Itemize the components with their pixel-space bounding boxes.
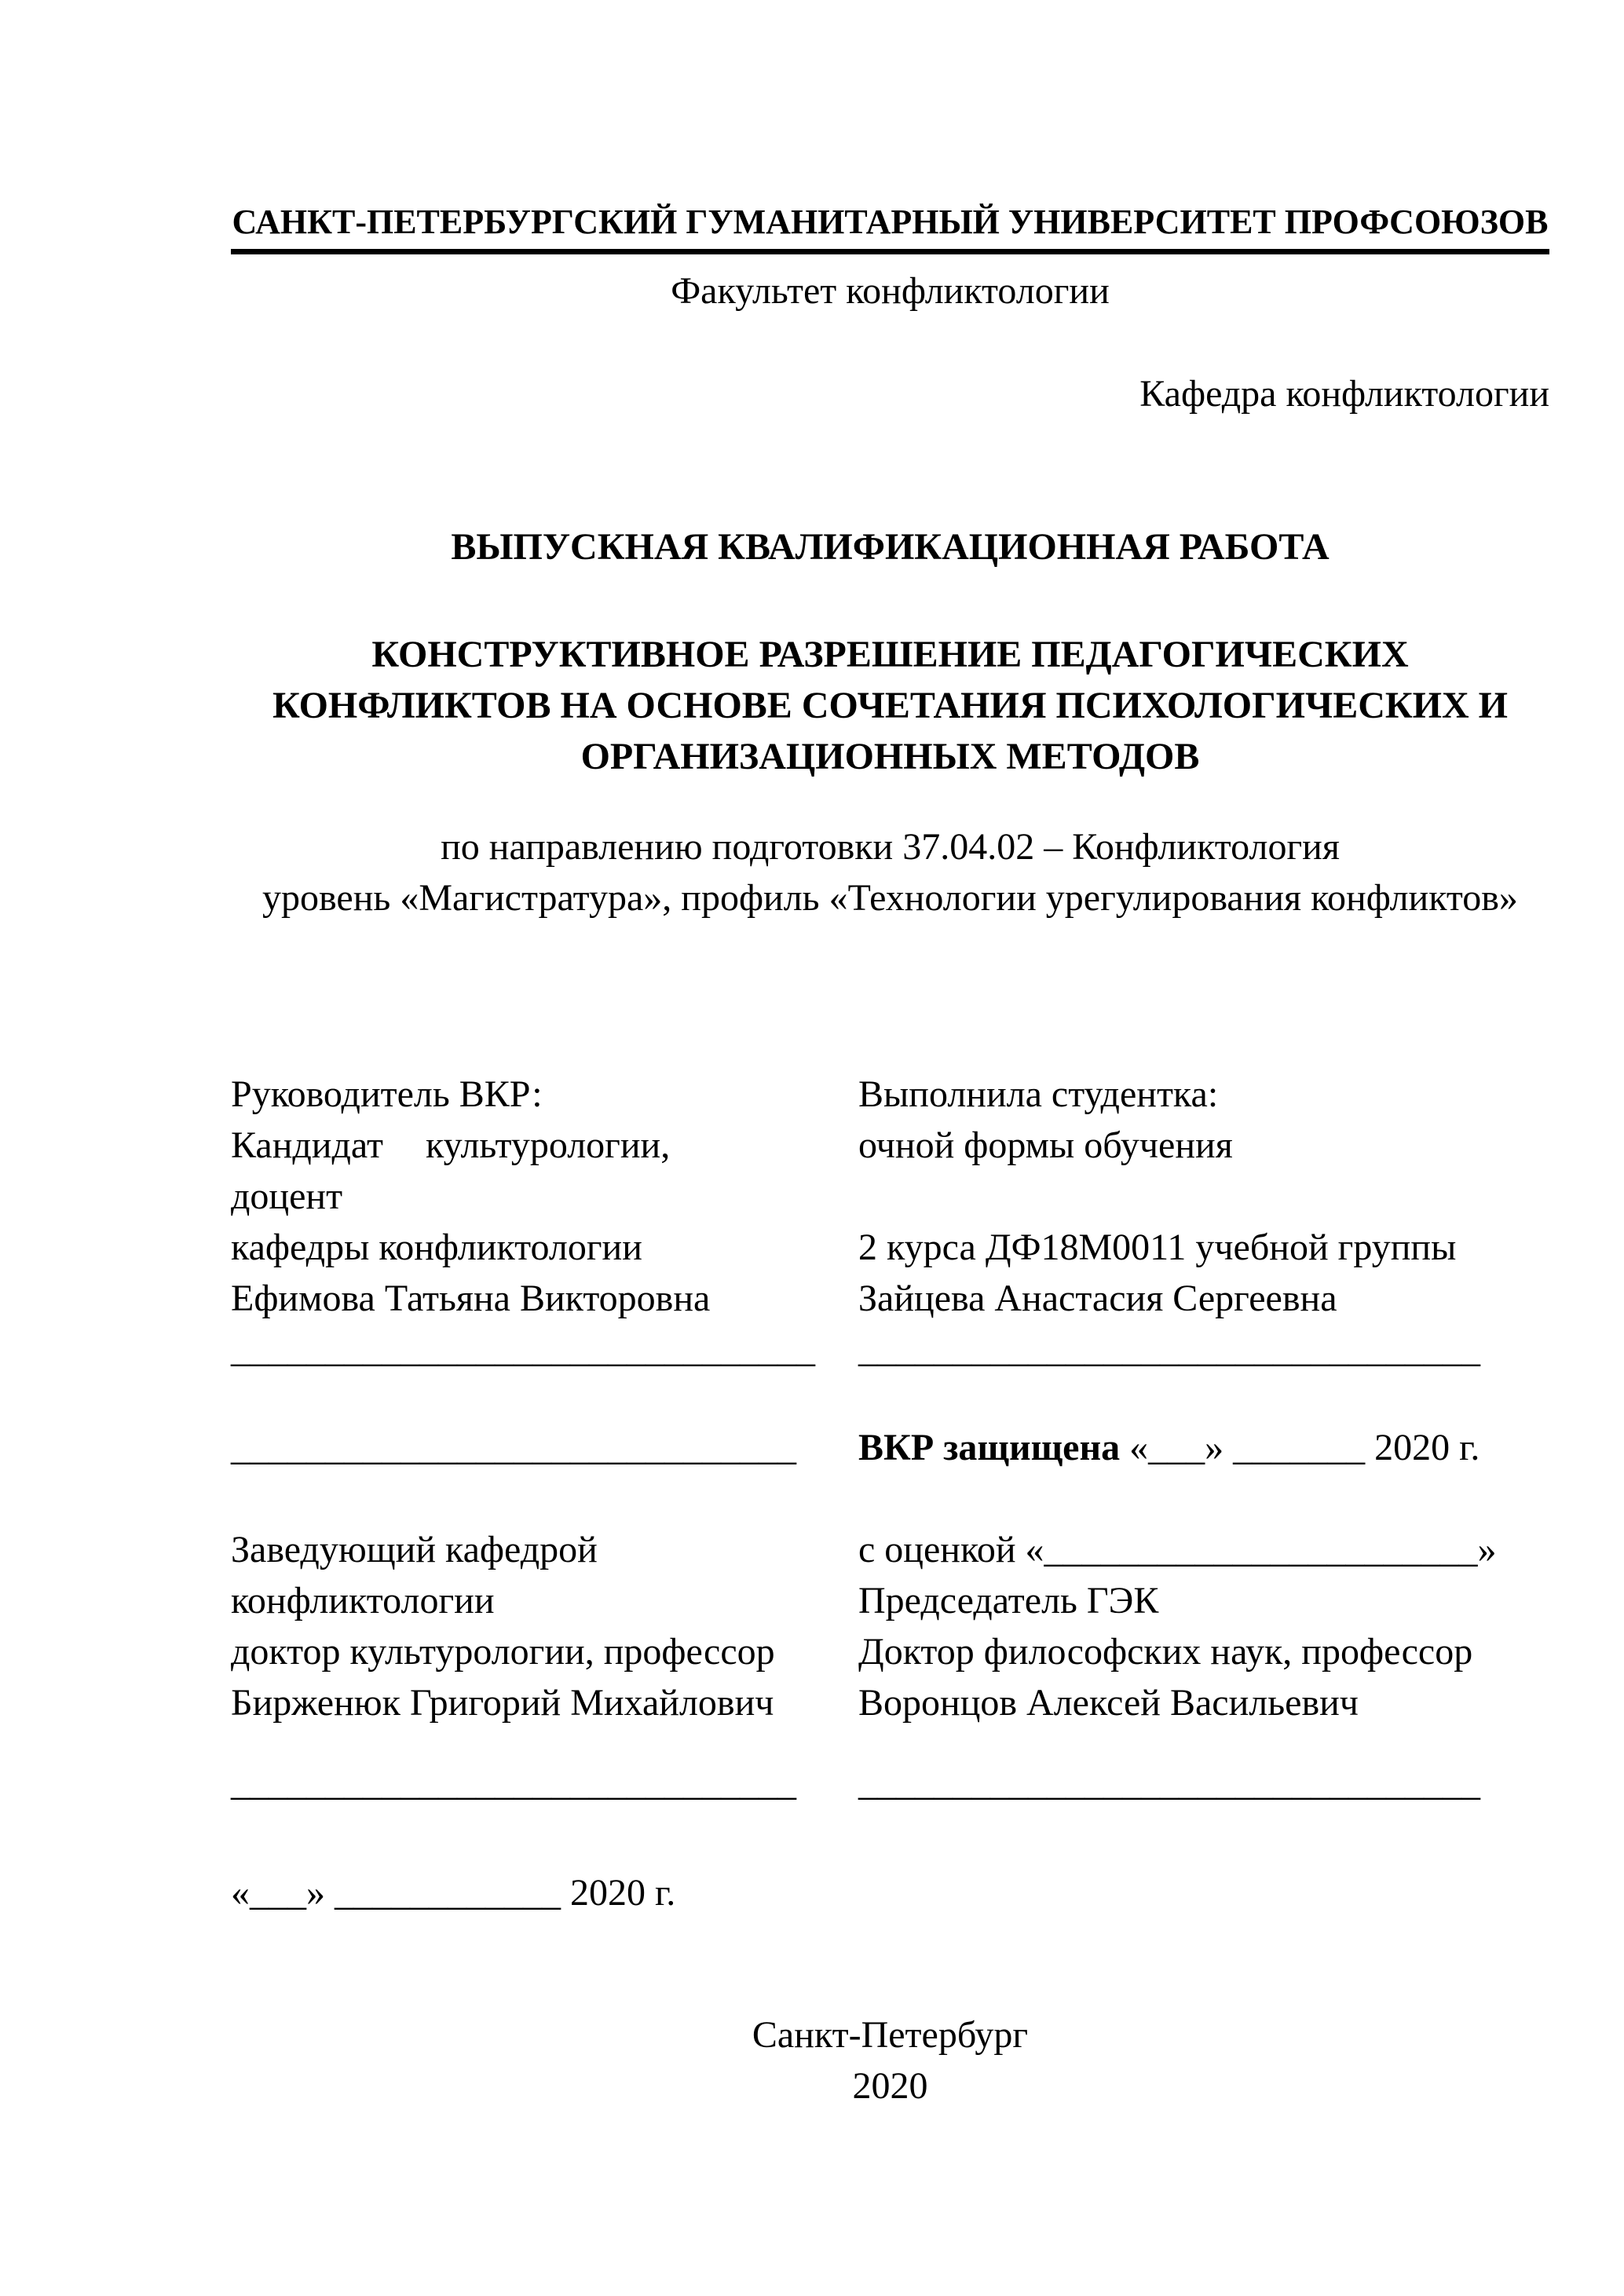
defense-date-blank: «___» _______ 2020 г. [1120, 1427, 1480, 1468]
approval-date-blank-line: «___» ____________ 2020 г. [231, 1872, 676, 1914]
footer-city: Санкт-Петербург [752, 2014, 1029, 2056]
student-group-line: 2 курса ДФ18М0011 учебной группы [858, 1227, 1457, 1268]
student-label: Выполнила студентка: [858, 1073, 1219, 1115]
footer [231, 2009, 1549, 2111]
supervisor-signature-line-2: ______________________________ [231, 1427, 796, 1468]
program-level-line: уровень «Магистратура», профиль «Технологии урегулирования конфликтов» [262, 877, 1518, 919]
student-study-form: очной формы обучения [858, 1124, 1233, 1166]
gek-chair-name: Воронцов Алексей Васильевич [858, 1682, 1359, 1724]
signature-row [231, 1867, 1549, 1918]
gek-chair-signature-line: _________________________________ [858, 1762, 1480, 1804]
program-info [231, 821, 1549, 923]
student-name: Зайцева Анастасия Сергеевна [858, 1278, 1337, 1319]
supervisor-degree-line-1: Кандидат культурологии, доцент [231, 1124, 671, 1217]
signature-row [231, 1575, 1549, 1626]
gek-chair-label: Председатель ГЭК [858, 1580, 1159, 1621]
faculty-line: Факультет конфликтологии [671, 270, 1110, 312]
signature-row [231, 1222, 1549, 1273]
department-line: Кафедра конфликтологии [1139, 373, 1549, 415]
signature-block [231, 1069, 1549, 1918]
signature-row [231, 1757, 1549, 1808]
supervisor-name: Ефимова Татьяна Викторовна [231, 1278, 711, 1319]
supervisor-signature-line: _______________________________ [231, 1329, 815, 1370]
defense-date-line [858, 1422, 1549, 1473]
signature-row [231, 1524, 1549, 1575]
program-direction-line: по направлению подготовки 37.04.02 – Конфликтология [441, 826, 1340, 868]
department-head-name: Бирженюк Григорий Михайлович [231, 1682, 774, 1724]
signature-row [231, 1324, 1549, 1375]
signature-row [231, 1120, 1549, 1222]
signature-row [231, 1422, 1549, 1473]
grade-blank-line: с оценкой «_______________________» [858, 1529, 1497, 1570]
supervisor-degree-line-2: кафедры конфликтологии [231, 1227, 642, 1268]
footer-year: 2020 [852, 2065, 928, 2107]
department-head-label-1: Заведующий кафедрой [231, 1529, 598, 1570]
thesis-title [231, 629, 1549, 782]
signature-row [231, 1677, 1549, 1728]
gek-chair-degree: Доктор философских наук, профессор [858, 1631, 1473, 1673]
university-name: САНКТ-ПЕТЕРБУРГСКИЙ ГУМАНИТАРНЫЙ УНИВЕРСИТЕТ ПРОФСОЮЗОВ [231, 203, 1549, 254]
department-head-degree: доктор культурологии, профессор [231, 1631, 775, 1673]
signature-row [231, 1069, 1549, 1120]
supervisor-label: Руководитель ВКР: [231, 1073, 543, 1115]
signature-row [231, 1273, 1549, 1324]
thesis-title-line-3: ОРГАНИЗАЦИОННЫХ МЕТОДОВ [580, 736, 1200, 777]
thesis-title-line-2: КОНФЛИКТОВ НА ОСНОВЕ СОЧЕТАНИЯ ПСИХОЛОГИЧЕСКИХ И [272, 685, 1509, 726]
signature-row [231, 1626, 1549, 1677]
department-head-label-2: конфликтологии [231, 1580, 495, 1621]
student-signature-line: _________________________________ [858, 1329, 1480, 1370]
vkr-defended-label: ВКР защищена [858, 1427, 1121, 1468]
department-head-signature-line: ______________________________ [231, 1762, 796, 1804]
work-type-heading: ВЫПУСКНАЯ КВАЛИФИКАЦИОННАЯ РАБОТА [451, 526, 1330, 568]
thesis-title-line-1: КОНСТРУКТИВНОЕ РАЗРЕШЕНИЕ ПЕДАГОГИЧЕСКИХ [371, 634, 1409, 675]
